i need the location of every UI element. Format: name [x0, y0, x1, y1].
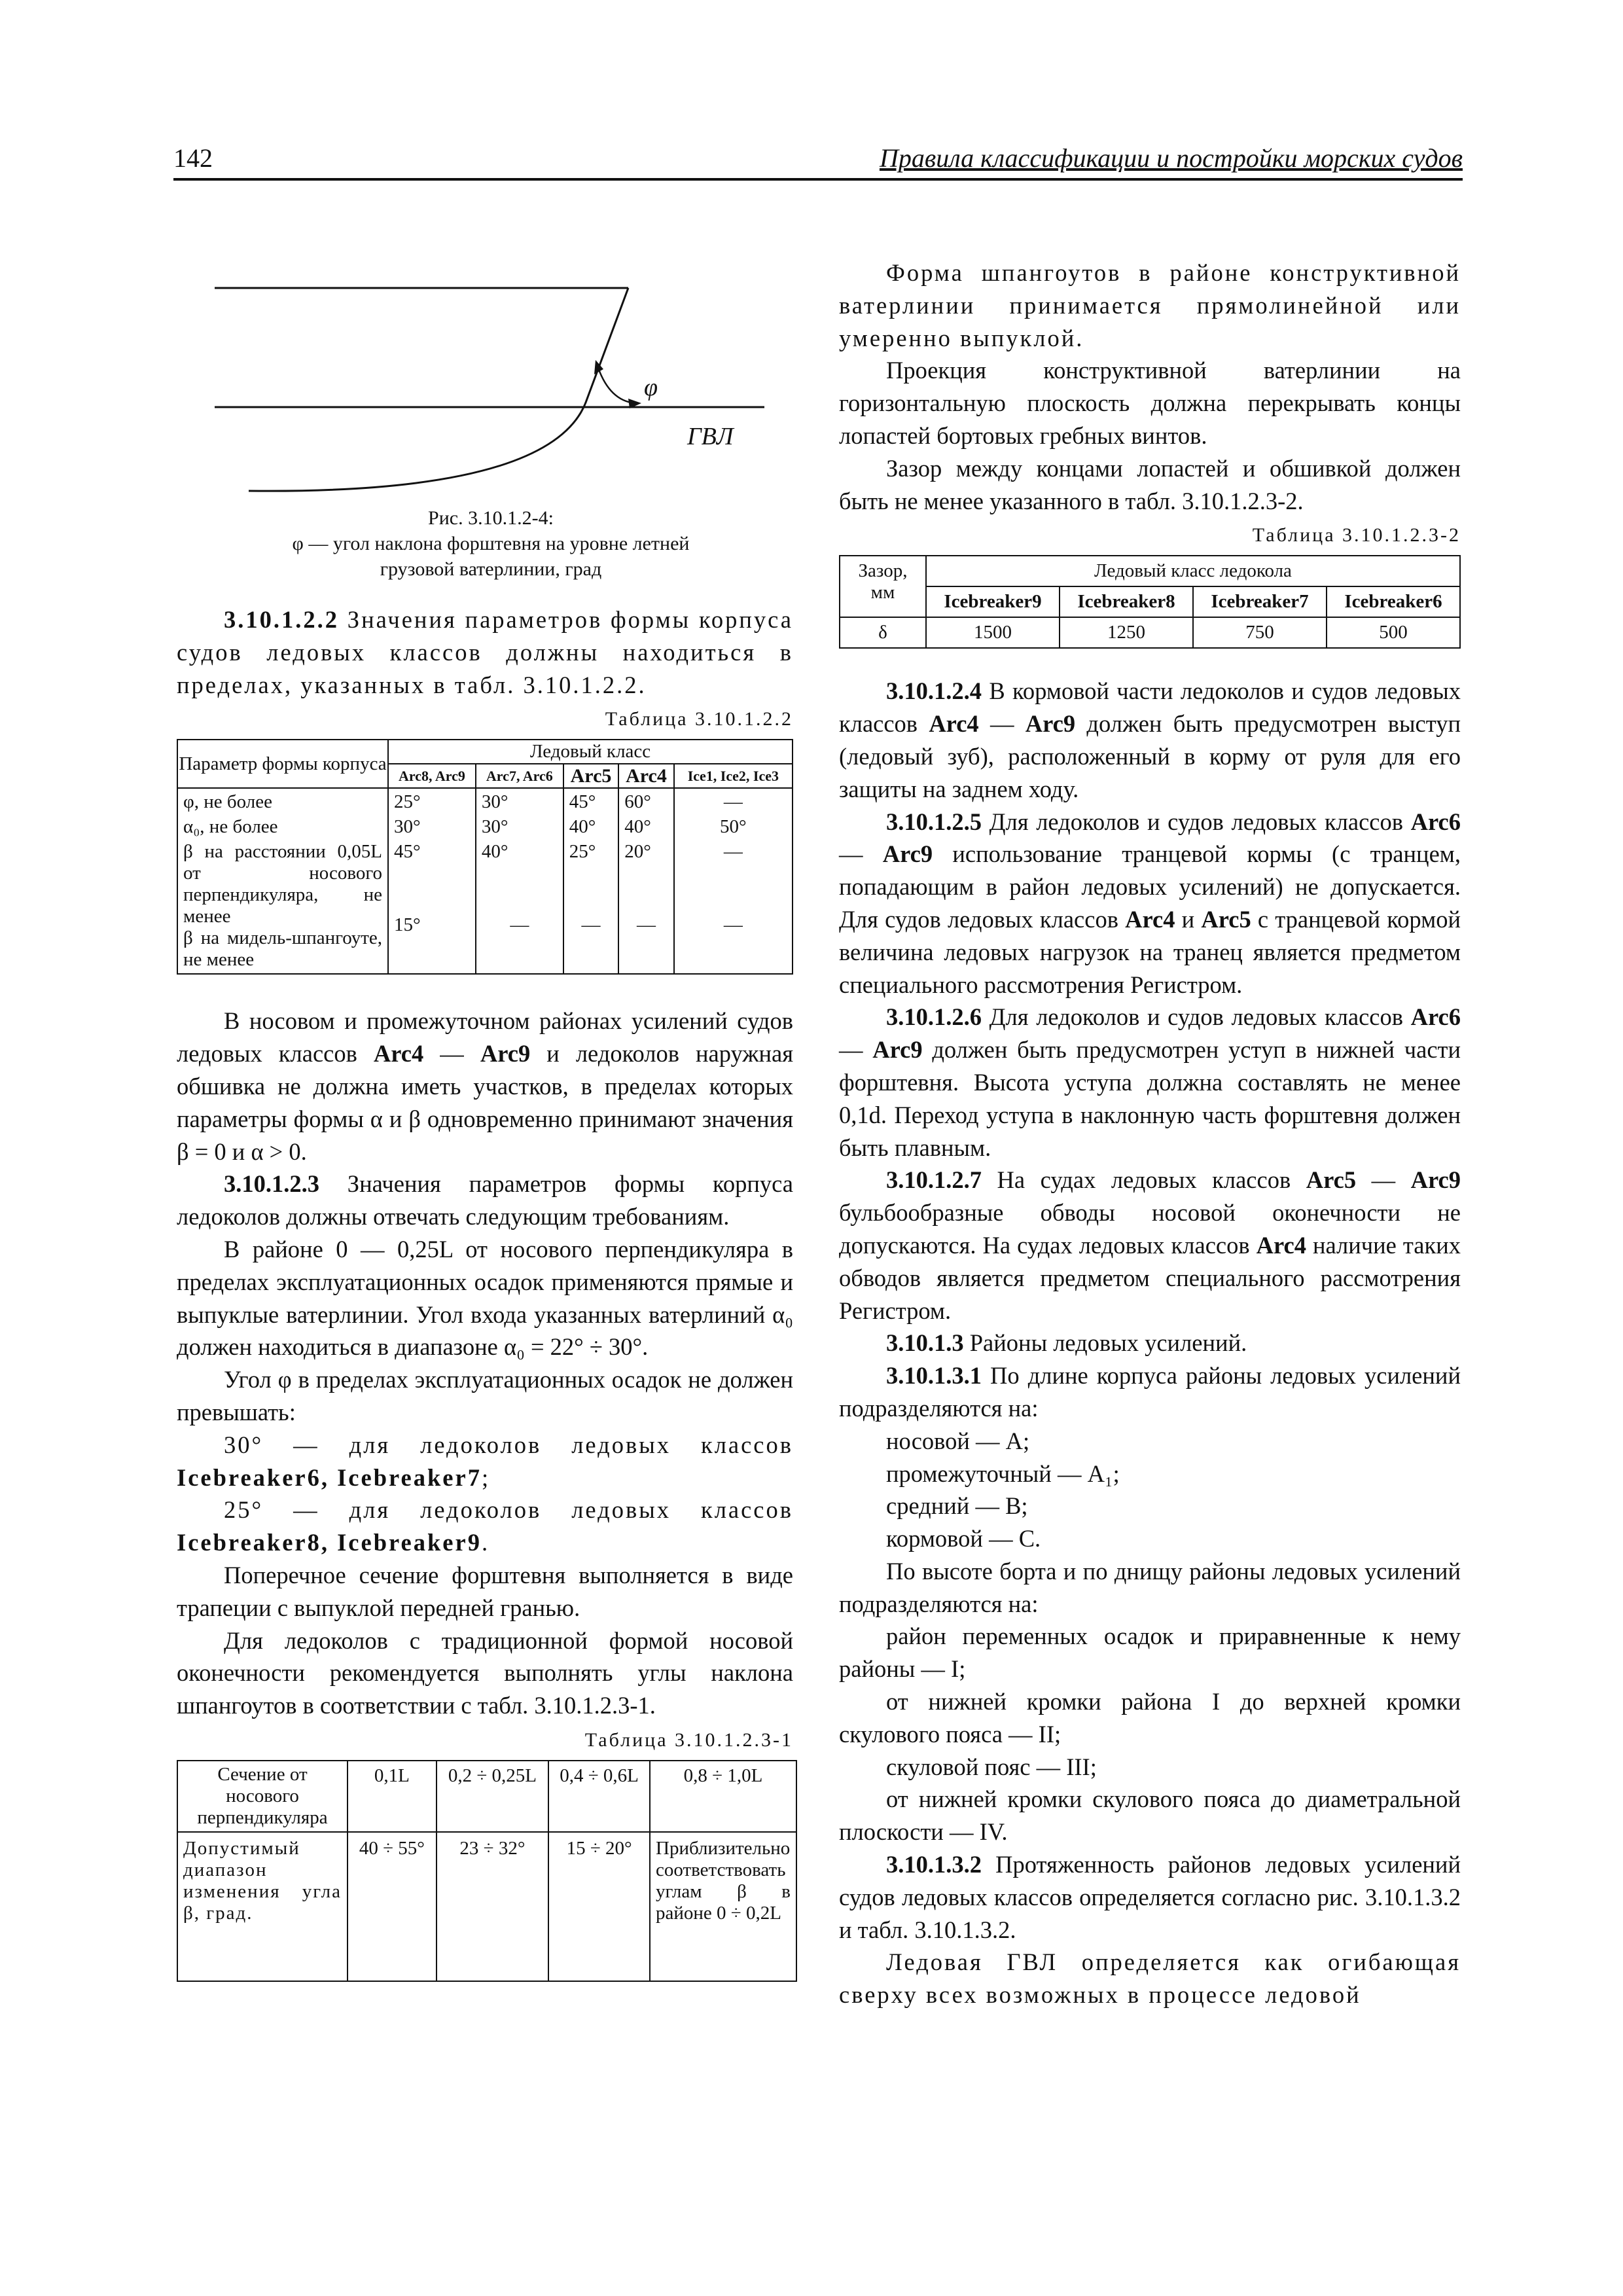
list-item: промежуточный — A₁; — [886, 1460, 1120, 1487]
table-row: Сечение от носового перпендикуляра 0,1L 0,2 ÷ 0,25L 0,4 ÷ 0,6L 0,8 ÷ 1,0L — [177, 1761, 796, 1832]
paragraph: По высоте борта и по днищу районы ледовых усилений подразделяются на: — [839, 1557, 1461, 1617]
table-header: Зазор, мм — [840, 556, 926, 617]
header-rule — [173, 178, 1463, 181]
paragraph-3-10-1-2-4: 3.10.1.2.4 В кормовой части ледоколов и судов ледовых классов Arc4 — Arc9 должен быть предусмотрен выступ (ледовый зуб), расположенный в корму от руля для его защиты на заднем ходу. — [839, 677, 1461, 802]
table-caption: Таблица 3.10.1.2.2 — [605, 708, 793, 730]
running-title: Правила классификации и постройки морских судов — [879, 143, 1463, 173]
list-item: от нижней кромки района I до верхней кромки скулового пояса — II; — [839, 1688, 1461, 1748]
gvl-label: ГВЛ — [687, 423, 734, 450]
list-item: носовой — A; — [886, 1427, 1030, 1454]
paragraph-3-10-1-3-1: 3.10.1.3.1 По длине корпуса районы ледовых усилений подразделяются на: — [839, 1362, 1461, 1422]
table-propeller-clearance: Зазор, мм Ледовый класс ледокола Icebreaker9 Icebreaker8 Icebreaker7 Icebreaker6 δ 1500 1250 750 500 — [839, 555, 1461, 649]
section-3-10-1-3: 3.10.1.3 Районы ледовых усилений. — [886, 1329, 1247, 1357]
table-header: Ice1, Ice2, Ice3 — [674, 764, 793, 788]
page-number: 142 — [173, 143, 213, 173]
table-caption: Таблица 3.10.1.2.3-2 — [1252, 524, 1461, 547]
table-header: Ледовый класс — [388, 740, 793, 764]
paragraph: Форма шпангоутов в районе конструктивной ватерлинии принимается прямолинейной или умеренно выпуклой. — [839, 259, 1461, 351]
paragraph: 25° — для ледоколов ледовых классов Icebreaker8, Icebreaker9. — [177, 1496, 793, 1556]
paragraph: В районе 0 — 0,25L от носового перпендикуляра в пределах эксплуатационных осадок применяются прямые и выпуклые ватерлинии. Угол входа указанных ватерлиний α₀ должен находиться в диапазоне α₀ = 22° ÷ 30°. — [177, 1235, 793, 1361]
paragraph: Для ледоколов с традиционной формой носовой оконечности рекомендуется выполнять углы наклона шпангоутов в соответствии с табл. 3.10.1.2.3-1. — [177, 1626, 793, 1719]
table-row: Допустимый диапазон изменения угла β, град. 40 ÷ 55° 23 ÷ 32° 15 ÷ 20° Приблизительно соответствовать углам β в районе 0 ÷ 0,2L — [177, 1832, 796, 1981]
arrow-head — [594, 360, 603, 374]
table-header: Ледовый класс ледокола — [926, 556, 1460, 586]
table-frame-angles — [177, 1760, 797, 1982]
paragraph: Проекция конструктивной ватерлинии на горизонтальную плоскость должна перекрывать концы лопастей бортовых гребных винтов. — [839, 357, 1461, 449]
paragraph: Зазор между концами лопастей и обшивкой должен быть не менее указанного в табл. 3.10.1.2.3-2. — [839, 454, 1461, 514]
list-item: скуловой пояс — III; — [886, 1753, 1097, 1780]
table-header: Arc4 — [618, 764, 673, 788]
paragraph-3-10-1-2-2: 3.10.1.2.2 Значения параметров формы корпуса судов ледовых классов должны находиться в пределах, указанных в табл. 3.10.1.2.2. — [177, 606, 793, 698]
paragraph-3-10-1-2-6: 3.10.1.2.6 Для ледоколов и судов ледовых классов Arc6 — Arc9 должен быть предусмотрен уступ в нижней части форштевня. Высота уступа должна составлять не менее 0,1d. Переход уступа в наклонную часть форштевня должен быть плавным. — [839, 1003, 1461, 1161]
list-item: кормовой — C. — [886, 1525, 1041, 1552]
paragraph: Поперечное сечение форштевня выполняется в виде трапеции с выпуклой передней гранью. — [177, 1561, 793, 1621]
paragraph-3-10-1-2-3: 3.10.1.2.3 Значения параметров формы корпуса ледоколов должны отвечать следующим требованиям. — [177, 1170, 793, 1230]
table-header: Параметр формы корпуса — [177, 740, 388, 788]
stem-contour — [249, 288, 628, 491]
paragraph: Угол φ в пределах эксплуатационных осадок не должен превышать: — [177, 1366, 793, 1426]
list-item: район переменных осадок и приравненные к нему районы — I; — [839, 1623, 1461, 1683]
paragraph-3-10-1-2-7: 3.10.1.2.7 На судах ледовых классов Arc5 — Arc9 бульбообразные обводы носовой оконечности не допускаются. На судах ледовых классов Arc4 наличие таких обводов является предметом специального рассмотрения Регистром. — [839, 1166, 1461, 1324]
table-caption: Таблица 3.10.1.2.3-1 — [584, 1729, 793, 1751]
figure-caption: Рис. 3.10.1.2-4: φ — угол наклона форштевня на уровне летней грузовой ватерлинии, град — [292, 507, 690, 580]
paragraph: Ледовая ГВЛ определяется как огибающая сверху всех возможных в процессе ледовой — [839, 1948, 1461, 2009]
paragraph-3-10-1-2-5: 3.10.1.2.5 Для ледоколов и судов ледовых классов Arc6 — Arc9 использование транцевой кормы (с транцем, попадающим в район ледовых усилений) не допускается. Для судов ледовых классов Arc4 и Arc5 с транцевой кормой величина ледовых нагрузок на транец является предметом специального рассмотрения Регистром. — [839, 808, 1461, 998]
list-item: средний — B; — [886, 1492, 1028, 1520]
table-row: δ 1500 1250 750 500 — [840, 617, 1460, 648]
paragraph: 30° — для ледоколов ледовых классов Icebreaker6, Icebreaker7; — [177, 1431, 793, 1491]
paragraph: В носовом и промежуточном районах усилений судов ледовых классов Arc4 — Arc9 и ледоколов наружная обшивка не должна иметь участков, в пределах которых параметры формы α и β одновременно принимают значения β = 0 и α > 0. — [177, 1007, 793, 1165]
list-item: от нижней кромки скулового пояса до диаметральной плоскости — IV. — [839, 1785, 1461, 1846]
table-row: φ, не более α₀, не более β на расстоянии 0,05L от носового перпендикуляра, не менее β на мидель-шпангоуте, не менее 25° 30° 45° 15° 30° 30° 40° — 45° 40° 25° — 60° 40° 20° — — 50° — — — [177, 788, 793, 974]
phi-label: φ — [644, 374, 658, 401]
table-header: Arc5 — [563, 764, 618, 788]
table-hull-form-parameters — [177, 739, 793, 975]
table-header: Arc8, Arc9 — [388, 764, 476, 788]
left-column — [177, 603, 793, 1982]
table-header: Arc7, Arc6 — [476, 764, 563, 788]
stem-angle-figure — [209, 262, 772, 497]
paragraph-3-10-1-3-2: 3.10.1.3.2 Протяженность районов ледовых усилений судов ледовых классов определяется согласно рис. 3.10.1.3.2 и табл. 3.10.1.3.2. — [839, 1851, 1461, 1943]
angle-arc — [598, 368, 635, 403]
right-column — [839, 257, 1461, 2011]
